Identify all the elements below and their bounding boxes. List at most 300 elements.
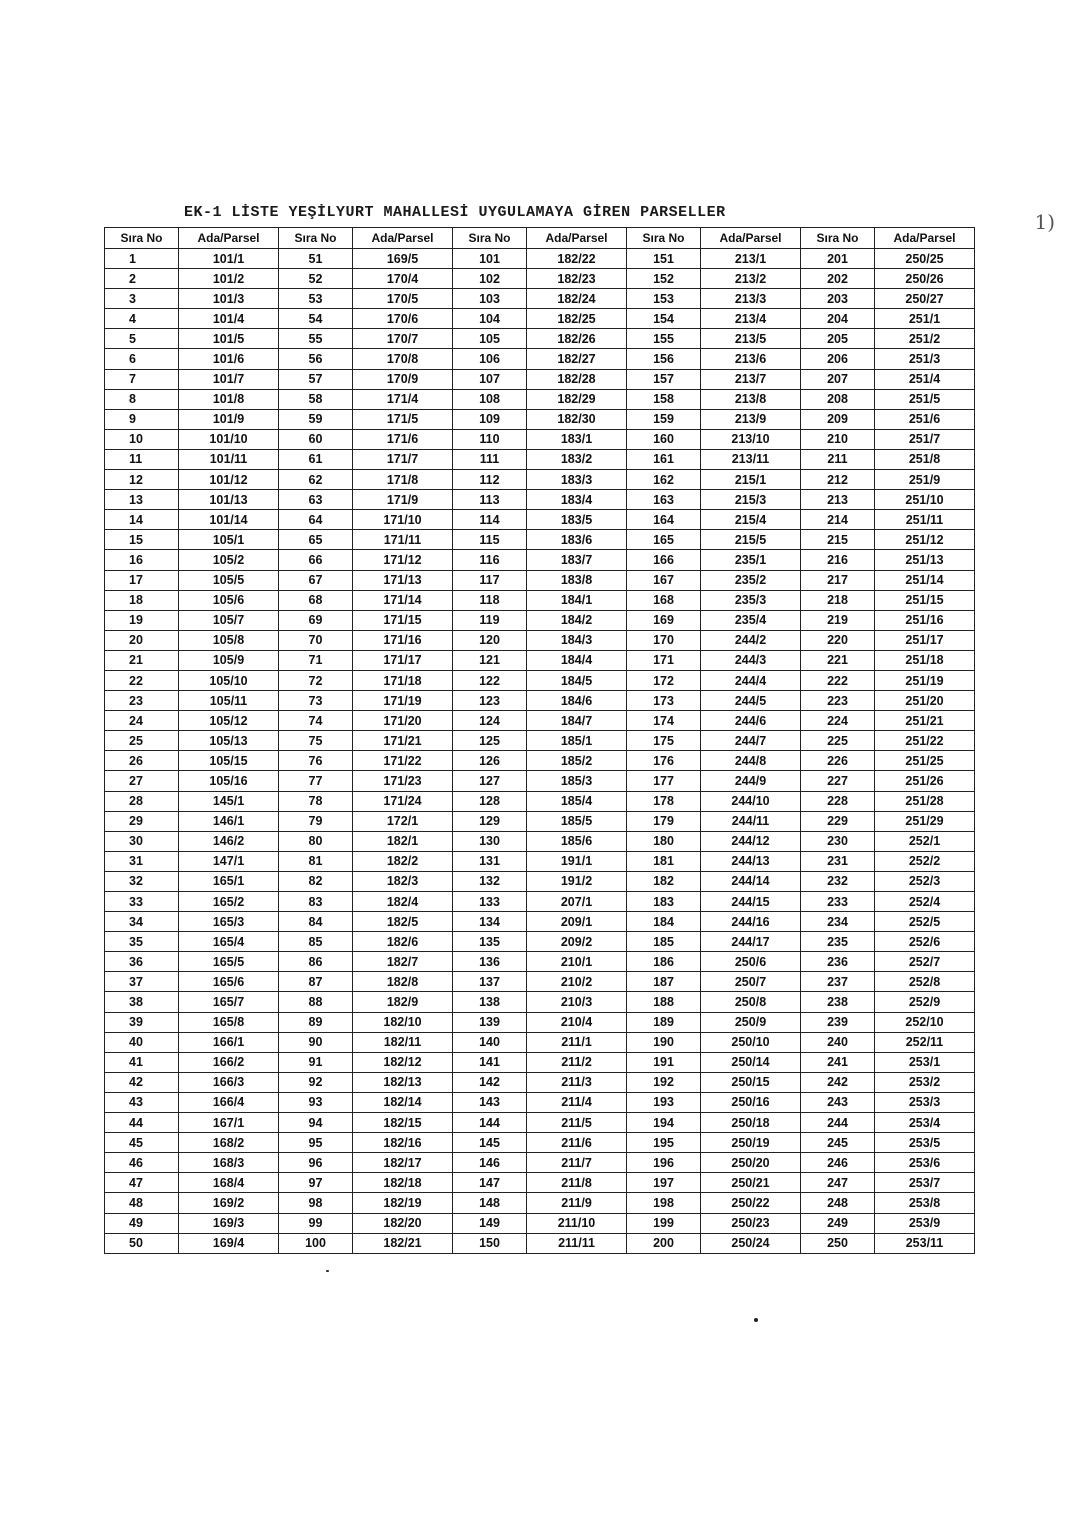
table-body [105, 249, 975, 1254]
ada-parsel-cell: 101/13 [179, 490, 279, 510]
ada-parsel-cell: 252/7 [875, 952, 975, 972]
ada-parsel-cell: 182/14 [353, 1092, 453, 1112]
sira-no-cell: 14 [105, 510, 179, 530]
sira-no-cell: 218 [801, 590, 875, 610]
ada-parsel-cell: 182/2 [353, 851, 453, 871]
sira-no-cell: 193 [627, 1092, 701, 1112]
ada-parsel-cell: 209/1 [527, 912, 627, 932]
sira-no-cell: 230 [801, 831, 875, 851]
ada-parsel-cell: 250/6 [701, 952, 801, 972]
sira-no-cell: 184 [627, 912, 701, 932]
ada-parsel-cell: 213/7 [701, 369, 801, 389]
ada-parsel-cell: 211/3 [527, 1072, 627, 1092]
ada-parsel-cell: 182/6 [353, 932, 453, 952]
ada-parsel-cell: 185/3 [527, 771, 627, 791]
sira-no-cell: 108 [453, 389, 527, 409]
ada-parsel-cell: 182/19 [353, 1193, 453, 1213]
sira-no-cell: 52 [279, 269, 353, 289]
table-row [105, 1133, 975, 1153]
table-row [105, 831, 975, 851]
sira-no-cell: 3 [105, 289, 179, 309]
ada-parsel-cell: 166/3 [179, 1072, 279, 1092]
ada-parsel-cell: 250/15 [701, 1072, 801, 1092]
ada-parsel-cell: 170/6 [353, 309, 453, 329]
ada-parsel-cell: 171/23 [353, 771, 453, 791]
ada-parsel-cell: 213/1 [701, 249, 801, 269]
ada-parsel-cell: 210/4 [527, 1012, 627, 1032]
ada-parsel-cell: 184/5 [527, 670, 627, 690]
table-row [105, 851, 975, 871]
sira-no-cell: 232 [801, 871, 875, 891]
ada-parsel-cell: 101/14 [179, 510, 279, 530]
sira-no-cell: 32 [105, 871, 179, 891]
ada-parsel-cell: 101/8 [179, 389, 279, 409]
ada-parsel-cell: 145/1 [179, 791, 279, 811]
sira-no-cell: 127 [453, 771, 527, 791]
ada-parsel-cell: 171/17 [353, 650, 453, 670]
sira-no-cell: 20 [105, 630, 179, 650]
sira-no-cell: 18 [105, 590, 179, 610]
sira-no-cell: 51 [279, 249, 353, 269]
ada-parsel-cell: 235/2 [701, 570, 801, 590]
table-row [105, 811, 975, 831]
ada-parsel-cell: 251/5 [875, 389, 975, 409]
ada-parsel-cell: 182/18 [353, 1173, 453, 1193]
sira-no-cell: 80 [279, 831, 353, 851]
ada-parsel-cell: 101/7 [179, 369, 279, 389]
ada-parsel-cell: 211/4 [527, 1092, 627, 1112]
sira-no-cell: 201 [801, 249, 875, 269]
sira-no-cell: 34 [105, 912, 179, 932]
sira-no-cell: 222 [801, 670, 875, 690]
sira-no-cell: 234 [801, 912, 875, 932]
ada-parsel-cell: 235/1 [701, 550, 801, 570]
sira-no-cell: 109 [453, 409, 527, 429]
sira-no-cell: 27 [105, 771, 179, 791]
sira-no-cell: 48 [105, 1193, 179, 1213]
ada-parsel-cell: 165/7 [179, 992, 279, 1012]
sira-no-cell: 214 [801, 510, 875, 530]
sira-no-cell: 244 [801, 1113, 875, 1133]
ada-parsel-cell: 182/24 [527, 289, 627, 309]
sira-no-cell: 146 [453, 1153, 527, 1173]
ada-parsel-cell: 253/1 [875, 1052, 975, 1072]
ada-parsel-cell: 105/2 [179, 550, 279, 570]
ada-parsel-cell: 184/4 [527, 650, 627, 670]
table-row [105, 1233, 975, 1253]
handwritten-page-mark: 1) [1034, 210, 1055, 234]
sira-no-cell: 93 [279, 1092, 353, 1112]
sira-no-cell: 46 [105, 1153, 179, 1173]
ada-parsel-cell: 105/16 [179, 771, 279, 791]
ada-parsel-cell: 244/11 [701, 811, 801, 831]
ada-parsel-cell: 184/3 [527, 630, 627, 650]
sira-no-cell: 135 [453, 932, 527, 952]
ada-parsel-cell: 182/9 [353, 992, 453, 1012]
table-row [105, 369, 975, 389]
ada-parsel-cell: 165/5 [179, 952, 279, 972]
sira-no-cell: 227 [801, 771, 875, 791]
sira-no-cell: 56 [279, 349, 353, 369]
table-row [105, 449, 975, 469]
sira-no-cell: 71 [279, 650, 353, 670]
ada-parsel-cell: 171/11 [353, 530, 453, 550]
ada-parsel-cell: 235/4 [701, 610, 801, 630]
sira-no-cell: 42 [105, 1072, 179, 1092]
sira-no-cell: 84 [279, 912, 353, 932]
sira-no-cell: 58 [279, 389, 353, 409]
ada-parsel-cell: 244/6 [701, 711, 801, 731]
ada-parsel-cell: 253/8 [875, 1193, 975, 1213]
table-row [105, 992, 975, 1012]
table-row [105, 650, 975, 670]
ada-parsel-cell: 184/1 [527, 590, 627, 610]
sira-no-cell: 215 [801, 530, 875, 550]
sira-no-cell: 5 [105, 329, 179, 349]
sira-no-cell: 38 [105, 992, 179, 1012]
sira-no-cell: 119 [453, 610, 527, 630]
ada-parsel-cell: 211/6 [527, 1133, 627, 1153]
ada-parsel-cell: 252/6 [875, 932, 975, 952]
ada-parsel-cell: 251/1 [875, 309, 975, 329]
ada-parsel-cell: 251/17 [875, 630, 975, 650]
ada-parsel-cell: 253/9 [875, 1213, 975, 1233]
sira-no-cell: 90 [279, 1032, 353, 1052]
sira-no-cell: 76 [279, 751, 353, 771]
sira-no-cell: 40 [105, 1032, 179, 1052]
sira-no-cell: 41 [105, 1052, 179, 1072]
ada-parsel-cell: 210/2 [527, 972, 627, 992]
ada-parsel-cell: 250/27 [875, 289, 975, 309]
sira-no-cell: 102 [453, 269, 527, 289]
sira-no-cell: 209 [801, 409, 875, 429]
ada-parsel-cell: 165/1 [179, 871, 279, 891]
ada-parsel-cell: 182/1 [353, 831, 453, 851]
table-row [105, 470, 975, 490]
sira-no-cell: 139 [453, 1012, 527, 1032]
sira-no-cell: 152 [627, 269, 701, 289]
ada-parsel-cell: 171/16 [353, 630, 453, 650]
sira-no-cell: 169 [627, 610, 701, 630]
sira-no-cell: 13 [105, 490, 179, 510]
ada-parsel-cell: 250/24 [701, 1233, 801, 1253]
sira-no-cell: 225 [801, 731, 875, 751]
sira-no-cell: 141 [453, 1052, 527, 1072]
ada-parsel-cell: 251/18 [875, 650, 975, 670]
ada-parsel-cell: 250/22 [701, 1193, 801, 1213]
sira-no-cell: 223 [801, 691, 875, 711]
ada-parsel-cell: 182/28 [527, 369, 627, 389]
sira-no-cell: 123 [453, 691, 527, 711]
ada-parsel-cell: 251/10 [875, 490, 975, 510]
sira-no-cell: 113 [453, 490, 527, 510]
sira-no-cell: 185 [627, 932, 701, 952]
sira-no-cell: 111 [453, 449, 527, 469]
ada-parsel-cell: 250/25 [875, 249, 975, 269]
sira-no-cell: 145 [453, 1133, 527, 1153]
sira-no-cell: 245 [801, 1133, 875, 1153]
table-row [105, 550, 975, 570]
ada-parsel-cell: 213/4 [701, 309, 801, 329]
ada-parsel-cell: 244/7 [701, 731, 801, 751]
ada-parsel-cell: 250/16 [701, 1092, 801, 1112]
sira-no-cell: 178 [627, 791, 701, 811]
sira-no-cell: 242 [801, 1072, 875, 1092]
ada-parsel-cell: 166/4 [179, 1092, 279, 1112]
ada-parsel-cell: 170/8 [353, 349, 453, 369]
ada-parsel-cell: 101/2 [179, 269, 279, 289]
ada-parsel-cell: 147/1 [179, 851, 279, 871]
ada-parsel-cell: 215/5 [701, 530, 801, 550]
table-row [105, 530, 975, 550]
sira-no-cell: 125 [453, 731, 527, 751]
ada-parsel-cell: 250/9 [701, 1012, 801, 1032]
sira-no-cell: 21 [105, 650, 179, 670]
sira-no-cell: 142 [453, 1072, 527, 1092]
ada-parsel-cell: 182/23 [527, 269, 627, 289]
ada-parsel-cell: 250/23 [701, 1213, 801, 1233]
sira-no-cell: 99 [279, 1213, 353, 1233]
sira-no-cell: 171 [627, 650, 701, 670]
sira-no-cell: 196 [627, 1153, 701, 1173]
sira-no-cell: 191 [627, 1052, 701, 1072]
ada-parsel-cell: 171/6 [353, 429, 453, 449]
ada-parsel-cell: 105/11 [179, 691, 279, 711]
sira-no-cell: 26 [105, 751, 179, 771]
sira-no-cell: 7 [105, 369, 179, 389]
sira-no-cell: 101 [453, 249, 527, 269]
ada-parsel-cell: 251/19 [875, 670, 975, 690]
sira-no-cell: 211 [801, 449, 875, 469]
sira-no-cell: 194 [627, 1113, 701, 1133]
ada-parsel-cell: 169/4 [179, 1233, 279, 1253]
sira-no-cell: 188 [627, 992, 701, 1012]
sira-no-cell: 226 [801, 751, 875, 771]
sira-no-cell: 217 [801, 570, 875, 590]
column-header-sira-no: Sıra No [801, 228, 875, 249]
table-row [105, 751, 975, 771]
table-row [105, 309, 975, 329]
table-row [105, 249, 975, 269]
ada-parsel-cell: 211/2 [527, 1052, 627, 1072]
ada-parsel-cell: 253/6 [875, 1153, 975, 1173]
sira-no-cell: 205 [801, 329, 875, 349]
ada-parsel-cell: 182/20 [353, 1213, 453, 1233]
sira-no-cell: 81 [279, 851, 353, 871]
sira-no-cell: 208 [801, 389, 875, 409]
table-row [105, 952, 975, 972]
ada-parsel-cell: 251/25 [875, 751, 975, 771]
table-row [105, 1012, 975, 1032]
column-header-ada-parsel: Ada/Parsel [527, 228, 627, 249]
ada-parsel-cell: 105/10 [179, 670, 279, 690]
ada-parsel-cell: 250/26 [875, 269, 975, 289]
ada-parsel-cell: 171/19 [353, 691, 453, 711]
sira-no-cell: 131 [453, 851, 527, 871]
sira-no-cell: 16 [105, 550, 179, 570]
sira-no-cell: 143 [453, 1092, 527, 1112]
ada-parsel-cell: 253/7 [875, 1173, 975, 1193]
ada-parsel-cell: 210/3 [527, 992, 627, 1012]
sira-no-cell: 213 [801, 490, 875, 510]
sira-no-cell: 105 [453, 329, 527, 349]
sira-no-cell: 61 [279, 449, 353, 469]
table-row [105, 871, 975, 891]
ada-parsel-cell: 244/4 [701, 670, 801, 690]
ada-parsel-cell: 182/22 [527, 249, 627, 269]
sira-no-cell: 154 [627, 309, 701, 329]
ada-parsel-cell: 244/2 [701, 630, 801, 650]
sira-no-cell: 122 [453, 670, 527, 690]
ada-parsel-cell: 213/3 [701, 289, 801, 309]
ada-parsel-cell: 172/1 [353, 811, 453, 831]
ada-parsel-cell: 251/14 [875, 570, 975, 590]
table-row [105, 269, 975, 289]
table-row [105, 912, 975, 932]
sira-no-cell: 156 [627, 349, 701, 369]
table-row [105, 791, 975, 811]
sira-no-cell: 189 [627, 1012, 701, 1032]
sira-no-cell: 97 [279, 1173, 353, 1193]
sira-no-cell: 79 [279, 811, 353, 831]
ada-parsel-cell: 253/4 [875, 1113, 975, 1133]
ada-parsel-cell: 235/3 [701, 590, 801, 610]
ada-parsel-cell: 215/3 [701, 490, 801, 510]
ada-parsel-cell: 185/2 [527, 751, 627, 771]
column-header-ada-parsel: Ada/Parsel [875, 228, 975, 249]
sira-no-cell: 67 [279, 570, 353, 590]
table-row [105, 1113, 975, 1133]
sira-no-cell: 11 [105, 449, 179, 469]
sira-no-cell: 172 [627, 670, 701, 690]
ada-parsel-cell: 182/17 [353, 1153, 453, 1173]
sira-no-cell: 68 [279, 590, 353, 610]
ada-parsel-cell: 182/26 [527, 329, 627, 349]
sira-no-cell: 124 [453, 711, 527, 731]
sira-no-cell: 19 [105, 610, 179, 630]
ada-parsel-cell: 251/16 [875, 610, 975, 630]
sira-no-cell: 158 [627, 389, 701, 409]
sira-no-cell: 25 [105, 731, 179, 751]
ada-parsel-cell: 165/4 [179, 932, 279, 952]
ada-parsel-cell: 101/1 [179, 249, 279, 269]
sira-no-cell: 74 [279, 711, 353, 731]
ada-parsel-cell: 171/24 [353, 791, 453, 811]
sira-no-cell: 246 [801, 1153, 875, 1173]
sira-no-cell: 138 [453, 992, 527, 1012]
sira-no-cell: 23 [105, 691, 179, 711]
sira-no-cell: 168 [627, 590, 701, 610]
sira-no-cell: 112 [453, 470, 527, 490]
ada-parsel-cell: 207/1 [527, 892, 627, 912]
ada-parsel-cell: 213/2 [701, 269, 801, 289]
sira-no-cell: 177 [627, 771, 701, 791]
ada-parsel-cell: 251/6 [875, 409, 975, 429]
ada-parsel-cell: 105/7 [179, 610, 279, 630]
sira-no-cell: 200 [627, 1233, 701, 1253]
ada-parsel-cell: 251/8 [875, 449, 975, 469]
ada-parsel-cell: 183/2 [527, 449, 627, 469]
ada-parsel-cell: 182/29 [527, 389, 627, 409]
sira-no-cell: 110 [453, 429, 527, 449]
sira-no-cell: 120 [453, 630, 527, 650]
ada-parsel-cell: 251/9 [875, 470, 975, 490]
ada-parsel-cell: 253/5 [875, 1133, 975, 1153]
sira-no-cell: 121 [453, 650, 527, 670]
ada-parsel-cell: 251/29 [875, 811, 975, 831]
table-row [105, 329, 975, 349]
parcel-table [104, 227, 975, 1254]
sira-no-cell: 73 [279, 691, 353, 711]
sira-no-cell: 35 [105, 932, 179, 952]
column-header-sira-no: Sıra No [105, 228, 179, 249]
ada-parsel-cell: 170/7 [353, 329, 453, 349]
ada-parsel-cell: 171/9 [353, 490, 453, 510]
sira-no-cell: 210 [801, 429, 875, 449]
sira-no-cell: 28 [105, 791, 179, 811]
ada-parsel-cell: 165/6 [179, 972, 279, 992]
ada-parsel-cell: 105/15 [179, 751, 279, 771]
ada-parsel-cell: 215/1 [701, 470, 801, 490]
table-row [105, 630, 975, 650]
ada-parsel-cell: 184/7 [527, 711, 627, 731]
ada-parsel-cell: 166/1 [179, 1032, 279, 1052]
sira-no-cell: 197 [627, 1173, 701, 1193]
ada-parsel-cell: 244/14 [701, 871, 801, 891]
table-row [105, 972, 975, 992]
sira-no-cell: 36 [105, 952, 179, 972]
table-row [105, 711, 975, 731]
table-row [105, 1052, 975, 1072]
ada-parsel-cell: 183/4 [527, 490, 627, 510]
sira-no-cell: 86 [279, 952, 353, 972]
ada-parsel-cell: 213/5 [701, 329, 801, 349]
ada-parsel-cell: 211/10 [527, 1213, 627, 1233]
ada-parsel-cell: 169/2 [179, 1193, 279, 1213]
ada-parsel-cell: 211/8 [527, 1173, 627, 1193]
sira-no-cell: 237 [801, 972, 875, 992]
ada-parsel-cell: 183/6 [527, 530, 627, 550]
ada-parsel-cell: 250/14 [701, 1052, 801, 1072]
sira-no-cell: 94 [279, 1113, 353, 1133]
sira-no-cell: 170 [627, 630, 701, 650]
sira-no-cell: 137 [453, 972, 527, 992]
column-header-ada-parsel: Ada/Parsel [353, 228, 453, 249]
sira-no-cell: 204 [801, 309, 875, 329]
sira-no-cell: 164 [627, 510, 701, 530]
ada-parsel-cell: 170/5 [353, 289, 453, 309]
sira-no-cell: 229 [801, 811, 875, 831]
ada-parsel-cell: 146/2 [179, 831, 279, 851]
sira-no-cell: 114 [453, 510, 527, 530]
ada-parsel-cell: 168/4 [179, 1173, 279, 1193]
ada-parsel-cell: 182/15 [353, 1113, 453, 1133]
ada-parsel-cell: 185/4 [527, 791, 627, 811]
ada-parsel-cell: 251/20 [875, 691, 975, 711]
sira-no-cell: 190 [627, 1032, 701, 1052]
ada-parsel-cell: 171/20 [353, 711, 453, 731]
ada-parsel-cell: 182/5 [353, 912, 453, 932]
sira-no-cell: 148 [453, 1193, 527, 1213]
ada-parsel-cell: 171/22 [353, 751, 453, 771]
sira-no-cell: 69 [279, 610, 353, 630]
ada-parsel-cell: 182/4 [353, 892, 453, 912]
sira-no-cell: 134 [453, 912, 527, 932]
ada-parsel-cell: 182/11 [353, 1032, 453, 1052]
column-header-sira-no: Sıra No [279, 228, 353, 249]
ada-parsel-cell: 182/10 [353, 1012, 453, 1032]
sira-no-cell: 243 [801, 1092, 875, 1112]
